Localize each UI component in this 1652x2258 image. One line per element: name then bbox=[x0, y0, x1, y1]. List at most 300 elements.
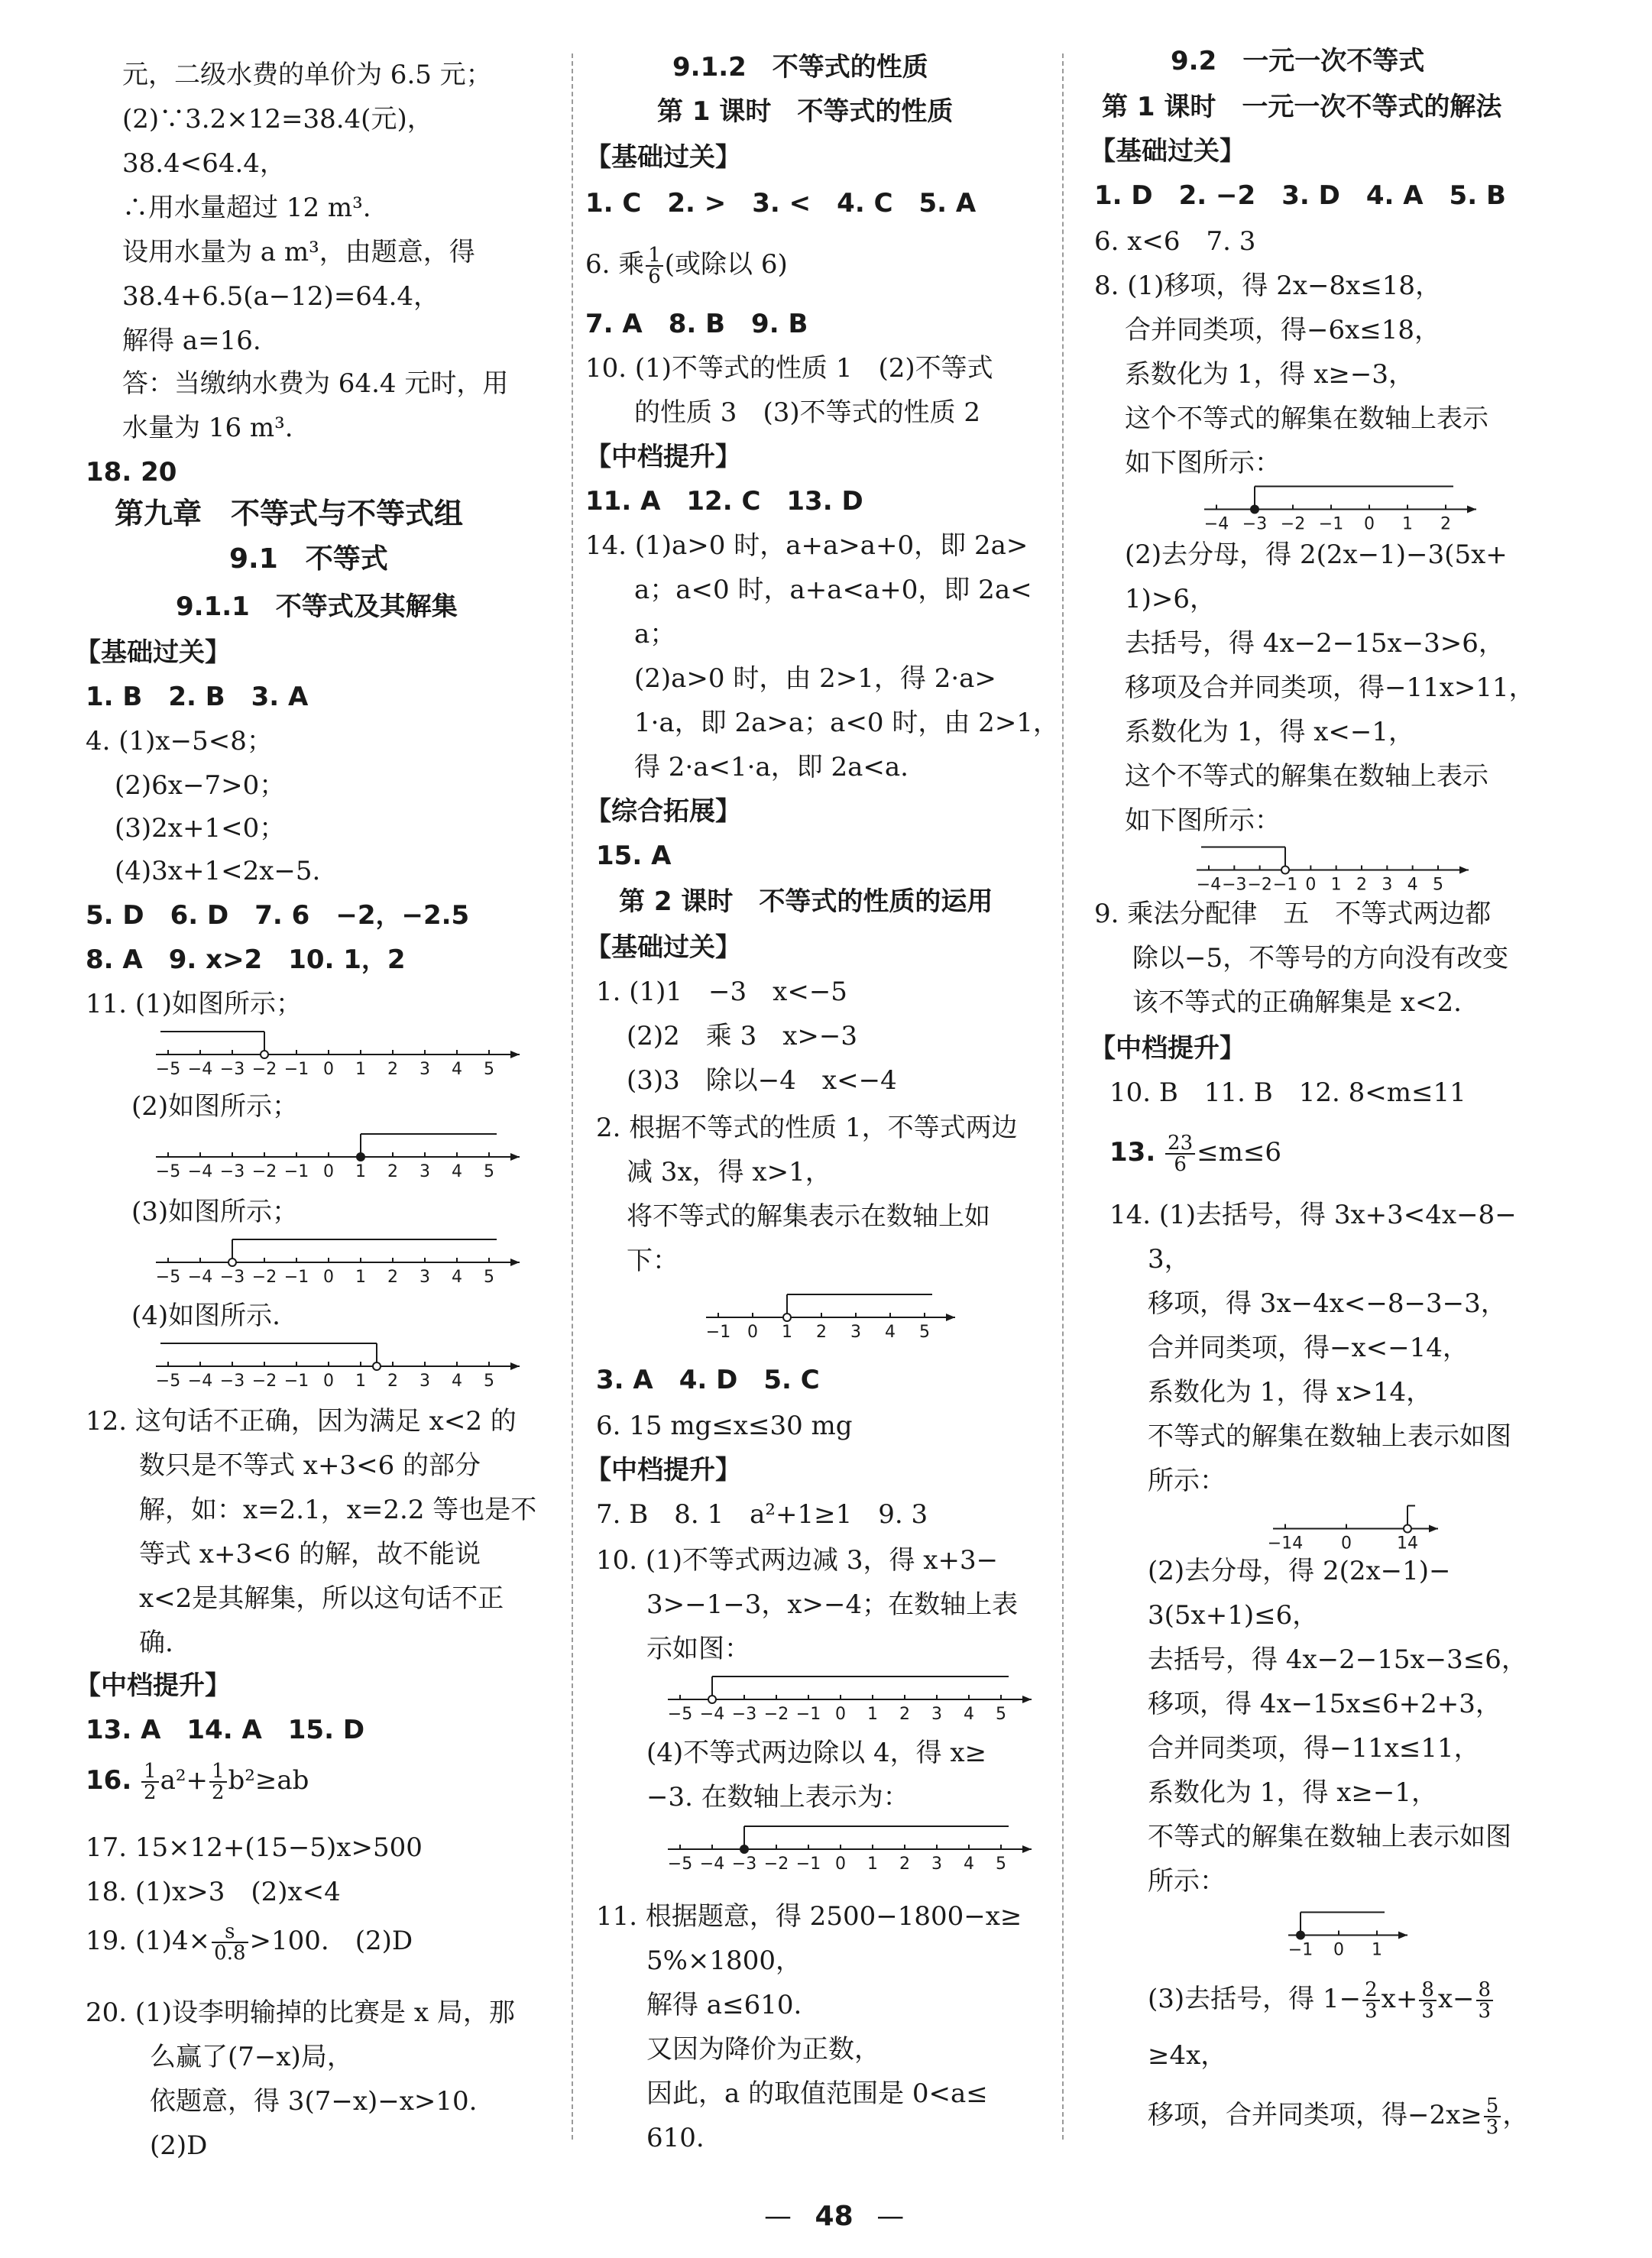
tick-label: 3 bbox=[850, 1323, 861, 1342]
text-line: ∴用水量超过 12 m³. bbox=[122, 193, 371, 223]
answer-line: 3(5x+1)≤6， bbox=[1148, 1600, 1319, 1631]
answer-line: (4)3x+1<2x−5. bbox=[115, 856, 321, 886]
tick-label: 1 bbox=[355, 1372, 366, 1391]
answer-6 bbox=[585, 241, 788, 287]
answer-line: 10. (1)不等式两边减 3，得 x+3− bbox=[596, 1545, 999, 1576]
tick-label: −1 bbox=[705, 1323, 731, 1342]
answer-line: 解得 a≤610. bbox=[646, 1990, 802, 2020]
tick-label: −1 bbox=[283, 1372, 309, 1391]
answer-line: 1. D 2. −2 3. D 4. A 5. B bbox=[1094, 180, 1506, 211]
answer-line: 610. bbox=[646, 2123, 705, 2153]
numerator: 1 bbox=[646, 245, 663, 267]
endpoint-circle bbox=[261, 1051, 268, 1058]
axis-arrow bbox=[510, 1259, 520, 1266]
axis-arrow bbox=[510, 1051, 520, 1058]
tick-label: 3 bbox=[419, 1268, 430, 1287]
answer-line: 去括号，得 4x−2−15x−3>6， bbox=[1125, 628, 1505, 659]
answer-line: 所示： bbox=[1148, 1866, 1226, 1897]
tick-label: 5 bbox=[996, 1855, 1006, 1874]
tick-label: −3 bbox=[1242, 514, 1268, 534]
tick-label: 0 bbox=[1364, 514, 1375, 534]
tick-label: −4 bbox=[699, 1855, 725, 1874]
tick-label: −2 bbox=[251, 1162, 277, 1181]
answer-line: 等式 x+3<6 的解，故不能说 bbox=[139, 1539, 481, 1570]
answer-line: 1. C 2. > 3. < 4. C 5. A bbox=[585, 188, 977, 219]
text: a²+ bbox=[160, 1765, 208, 1796]
tick-label: 1 bbox=[867, 1705, 878, 1724]
answer-line: 3>−1−3，x>−4；在数轴上表 bbox=[646, 1589, 1019, 1620]
answer-line: 2. 根据不等式的性质 1，不等式两边 bbox=[596, 1113, 1018, 1143]
tick-label: 2 bbox=[387, 1060, 398, 1079]
answer-line: 解，如：x=2.1，x=2.2 等也是不 bbox=[139, 1495, 537, 1525]
answer-line: 13. A 14. A 15. D bbox=[86, 1715, 365, 1745]
tick-label: −1 bbox=[1318, 514, 1344, 534]
text: >100. (2)D bbox=[249, 1926, 413, 1956]
tick-label: 1 bbox=[355, 1060, 366, 1079]
answer-line: 6. x<6 7. 3 bbox=[1094, 226, 1256, 257]
answer-line: 合并同类项，得−x<−14， bbox=[1148, 1333, 1469, 1363]
answer-line: 移项，得 4x−15x≤6+2+3， bbox=[1148, 1689, 1501, 1719]
tick-label: −1 bbox=[1288, 1940, 1314, 1960]
subsection-title: 9.1.1 不等式及其解集 bbox=[176, 591, 458, 622]
tick-label: −3 bbox=[219, 1268, 245, 1287]
tick-label: −3 bbox=[1222, 875, 1247, 895]
tick-label: 3 bbox=[1382, 875, 1393, 895]
endpoint-circle bbox=[1251, 506, 1258, 513]
answer-line: (2)2 乘 3 x>−3 bbox=[627, 1021, 858, 1051]
answer-line: x<2是其解集，所以这句话不正 bbox=[139, 1583, 504, 1614]
axis-arrow bbox=[510, 1362, 520, 1370]
tick-label: −1 bbox=[283, 1268, 309, 1287]
text-line: 水量为 16 m³. bbox=[122, 413, 293, 443]
answer-line: 得 2·a<1·a，即 2a<a. bbox=[634, 752, 909, 782]
tick-label: −3 bbox=[731, 1855, 757, 1874]
answer-line: 移项及合并同类项，得−11x>11， bbox=[1125, 672, 1535, 703]
text-line: 38.4+6.5(a−12)=64.4， bbox=[122, 281, 440, 312]
tick-label: −4 bbox=[187, 1268, 213, 1287]
answer-line: 14. (1)a>0 时，a+a>a+0，即 2a> bbox=[585, 530, 1028, 561]
answer-18: 18. 20 bbox=[86, 457, 177, 488]
text: (或除以 6) bbox=[664, 249, 788, 280]
answer-line: 如下图所示： bbox=[1125, 448, 1281, 478]
answer-19 bbox=[86, 1918, 413, 1964]
endpoint-circle bbox=[1281, 867, 1289, 874]
tick-label: −5 bbox=[667, 1855, 693, 1874]
answer-line: 1. B 2. B 3. A bbox=[86, 682, 309, 712]
tick-label: 0 bbox=[1333, 1940, 1344, 1960]
answer-line: a； bbox=[634, 619, 676, 650]
answer-line: 去括号，得 4x−2−15x−3≤6， bbox=[1148, 1644, 1527, 1675]
axis-arrow bbox=[1022, 1696, 1032, 1703]
tick-label: −14 bbox=[1267, 1534, 1304, 1553]
tick-label: 2 bbox=[387, 1162, 398, 1181]
answer-line: (3)3 除以−4 x<−4 bbox=[627, 1065, 897, 1096]
tick-label: −1 bbox=[795, 1705, 821, 1724]
tick-label: 4 bbox=[885, 1323, 896, 1342]
section-title: 9.1 不等式 bbox=[229, 543, 388, 575]
tick-label: 0 bbox=[323, 1060, 334, 1079]
question-number: 13. bbox=[1109, 1137, 1156, 1168]
answer-line: 不等式的解集在数轴上表示如图 bbox=[1148, 1822, 1511, 1852]
answer-line: 下： bbox=[627, 1246, 679, 1276]
answer-line: 7. A 8. B 9. B bbox=[585, 309, 808, 339]
answer-line: 所示： bbox=[1148, 1466, 1226, 1496]
page-number bbox=[764, 2201, 904, 2232]
answer-line: 系数化为 1，得 x≥−1， bbox=[1148, 1777, 1438, 1808]
tick-label: −4 bbox=[187, 1060, 213, 1079]
numerator: s bbox=[212, 1922, 248, 1943]
tick-label: 3 bbox=[419, 1060, 430, 1079]
tick-label: 4 bbox=[452, 1060, 462, 1079]
lesson-title: 第 1 课时 一元一次不等式的解法 bbox=[1102, 92, 1502, 122]
tick-label: −2 bbox=[763, 1855, 789, 1874]
dash-left: — bbox=[764, 2201, 792, 2232]
answer-line: 3， bbox=[1148, 1244, 1190, 1275]
tick-label: 5 bbox=[1433, 875, 1443, 895]
axis-arrow bbox=[1398, 1932, 1407, 1939]
denominator: 3 bbox=[1365, 2000, 1378, 2023]
tick-label: −5 bbox=[155, 1372, 181, 1391]
section-tag: 【中档提升】 bbox=[75, 1670, 231, 1701]
tick-label: 1 bbox=[867, 1855, 878, 1874]
numerator: 5 bbox=[1484, 2096, 1501, 2117]
tick-label: 5 bbox=[484, 1268, 494, 1287]
column-3 bbox=[1064, 0, 1652, 2258]
tick-label: −2 bbox=[1247, 875, 1272, 895]
endpoint-circle bbox=[357, 1153, 364, 1161]
answer-line: 7. B 8. 1 a²+1≥1 9. 3 bbox=[596, 1499, 928, 1530]
number-line bbox=[153, 1123, 520, 1184]
text: 19. (1)4× bbox=[86, 1926, 211, 1956]
answer-line: 11. (1)如图所示； bbox=[86, 989, 303, 1019]
tick-label: −3 bbox=[219, 1372, 245, 1391]
answer-line: 这个不等式的解集在数轴上表示 bbox=[1125, 761, 1488, 792]
answer-line: (2)a>0 时，由 2>1，得 2·a> bbox=[634, 663, 996, 694]
denominator: 2 bbox=[211, 1781, 225, 1804]
answer-line: 该不等式的正确解集是 x<2. bbox=[1132, 987, 1462, 1018]
column-1 bbox=[0, 0, 572, 2258]
axis-arrow bbox=[1022, 1845, 1032, 1853]
tick-label: −3 bbox=[219, 1162, 245, 1181]
tick-label: 1 bbox=[1330, 875, 1342, 895]
answer-line: 示如图： bbox=[646, 1634, 750, 1664]
answer-line: 合并同类项，得−6x≤18， bbox=[1125, 315, 1441, 345]
text-line: 答：当缴纳水费为 64.4 元时，用 bbox=[122, 368, 509, 399]
section-tag: 【中档提升】 bbox=[585, 1455, 741, 1485]
answer-line: 5%×1800， bbox=[646, 1945, 802, 1976]
answer-line: 14. (1)去括号，得 3x+3<4x−8− bbox=[1109, 1200, 1517, 1230]
question-number: 16. bbox=[86, 1765, 132, 1796]
number-line bbox=[153, 1229, 520, 1290]
tick-label: −1 bbox=[1272, 875, 1298, 895]
tick-label: −5 bbox=[155, 1162, 181, 1181]
tick-label: 5 bbox=[484, 1060, 494, 1079]
column-2 bbox=[573, 0, 1062, 2258]
fraction bbox=[1476, 1980, 1494, 2021]
denominator: 3 bbox=[1421, 2000, 1434, 2023]
tick-label: 0 bbox=[835, 1855, 846, 1874]
section-title: 9.2 一元一次不等式 bbox=[1171, 46, 1425, 76]
text-line: 解得 a=16. bbox=[122, 326, 261, 356]
answer-line: 17. 15×12+(15−5)x>500 bbox=[86, 1832, 423, 1863]
endpoint-circle bbox=[783, 1314, 791, 1321]
text: 6. 乘 bbox=[585, 249, 645, 280]
tick-label: −4 bbox=[187, 1372, 213, 1391]
section-tag: 【中档提升】 bbox=[585, 442, 741, 472]
answer-line: 11. A 12. C 13. D bbox=[585, 486, 863, 517]
numerator: 2 bbox=[1362, 1980, 1380, 2001]
answer-line: (2)6x−7>0； bbox=[115, 770, 286, 801]
answer-line: 如下图所示： bbox=[1125, 805, 1281, 836]
section-tag: 【基础过关】 bbox=[75, 637, 231, 668]
section-tag: 【基础过关】 bbox=[1090, 136, 1245, 167]
fraction bbox=[141, 1761, 159, 1803]
page-number-value: 48 bbox=[815, 2201, 854, 2232]
number-line bbox=[153, 1333, 520, 1394]
tick-label: −3 bbox=[731, 1705, 757, 1724]
tick-label: −2 bbox=[251, 1060, 277, 1079]
answer-line: 确. bbox=[139, 1628, 173, 1658]
endpoint-circle bbox=[1297, 1932, 1304, 1939]
answer-line: 1. (1)1 −3 x<−5 bbox=[596, 977, 847, 1007]
answer-line: 1)>6， bbox=[1125, 584, 1216, 614]
answer-line: a；a<0 时，a+a<a+0，即 2a< bbox=[634, 575, 1032, 605]
numerator: 8 bbox=[1419, 1980, 1437, 2001]
answer-line: (2)如图所示； bbox=[131, 1091, 299, 1122]
tick-label: 1 bbox=[1402, 514, 1413, 534]
tick-label: 0 bbox=[747, 1323, 758, 1342]
denominator: 3 bbox=[1485, 2116, 1499, 2139]
answer-line: 移项，得 3x−4x<−8−3−3， bbox=[1148, 1288, 1507, 1319]
tick-label: 2 bbox=[899, 1705, 910, 1724]
fraction bbox=[1362, 1980, 1380, 2021]
answer-line: 的性质 3 (3)不等式的性质 2 bbox=[634, 397, 981, 428]
answer-line: 又因为降价为正数， bbox=[646, 2034, 880, 2065]
numerator: 8 bbox=[1476, 1980, 1494, 2001]
answer-line: 减 3x，得 x>1， bbox=[627, 1157, 831, 1187]
tick-label: −5 bbox=[155, 1060, 181, 1079]
tick-label: 2 bbox=[1356, 875, 1367, 895]
endpoint-circle bbox=[228, 1259, 236, 1266]
number-line bbox=[153, 1021, 520, 1082]
tick-label: 5 bbox=[484, 1162, 494, 1181]
answer-line: 这个不等式的解集在数轴上表示 bbox=[1125, 403, 1488, 434]
axis-arrow bbox=[510, 1153, 520, 1161]
answer-line: 系数化为 1，得 x≥−3， bbox=[1125, 359, 1415, 390]
fraction bbox=[646, 245, 663, 287]
text: (3)去括号，得 1− bbox=[1148, 1984, 1362, 2014]
section-tag: 【基础过关】 bbox=[585, 142, 741, 173]
tick-label: 4 bbox=[1407, 875, 1418, 895]
text-line: 设用水量为 a m³，由题意，得 bbox=[122, 237, 475, 267]
answer-line: 11. 根据题意，得 2500−1800−x≥ bbox=[596, 1901, 1022, 1932]
section-tag: 【基础过关】 bbox=[585, 932, 741, 963]
tick-label: 4 bbox=[964, 1855, 974, 1874]
axis-arrow bbox=[1459, 867, 1469, 874]
text: x+ bbox=[1381, 1984, 1418, 2014]
tick-label: −1 bbox=[795, 1855, 821, 1874]
tick-label: 0 bbox=[835, 1705, 846, 1724]
text: b²≥ab bbox=[228, 1765, 309, 1796]
answer-line: 1·a，即 2a>a；a<0 时，由 2>1， bbox=[634, 708, 1059, 738]
tick-label: 2 bbox=[1440, 514, 1451, 534]
denominator: 2 bbox=[144, 1781, 157, 1804]
text: 移项，合并同类项，得−2x≥ bbox=[1148, 2100, 1482, 2130]
lesson-title: 第 2 课时 不等式的性质的运用 bbox=[619, 886, 993, 917]
chapter-title: 第九章 不等式与不等式组 bbox=[115, 497, 464, 530]
tick-label: −4 bbox=[699, 1705, 725, 1724]
answer-line: 系数化为 1，得 x>14， bbox=[1148, 1377, 1433, 1408]
tick-label: −4 bbox=[1203, 514, 1229, 534]
denominator: 6 bbox=[648, 265, 661, 288]
number-line bbox=[1194, 841, 1469, 894]
answer-line: (2)D bbox=[150, 2130, 208, 2161]
tick-label: 1 bbox=[1372, 1940, 1382, 1960]
tick-label: −5 bbox=[155, 1268, 181, 1287]
answer-line: 数只是不等式 x+3<6 的部分 bbox=[139, 1450, 481, 1481]
endpoint-circle bbox=[740, 1845, 748, 1853]
tick-label: −4 bbox=[187, 1162, 213, 1181]
text-line: 元，二级水费的单价为 6.5 元； bbox=[122, 60, 492, 90]
tick-label: 4 bbox=[964, 1705, 974, 1724]
tick-label: 0 bbox=[323, 1372, 334, 1391]
tick-label: 1 bbox=[782, 1323, 792, 1342]
answer-line: (2)去分母，得 2(2x−1)− bbox=[1148, 1556, 1451, 1586]
answer-line: 9. 乘法分配律 五 不等式两边都 bbox=[1094, 899, 1492, 929]
number-line bbox=[1285, 1906, 1407, 1959]
answer-line bbox=[1148, 1976, 1495, 2022]
denominator: 0.8 bbox=[214, 1942, 246, 1965]
tick-label: 2 bbox=[387, 1268, 398, 1287]
text-line: 38.4<64.4， bbox=[122, 148, 286, 179]
tick-label: 3 bbox=[419, 1372, 430, 1391]
subsection-title: 9.1.2 不等式的性质 bbox=[672, 52, 928, 83]
text-line: (2)∵3.2×12=38.4(元)， bbox=[122, 104, 433, 134]
answer-line: 12. 这句话不正确，因为满足 x<2 的 bbox=[86, 1406, 517, 1437]
tick-label: −3 bbox=[219, 1060, 245, 1079]
dash-right: — bbox=[876, 2201, 905, 2232]
tick-label: 5 bbox=[996, 1705, 1006, 1724]
section-tag: 【中档提升】 bbox=[1090, 1033, 1245, 1064]
section-tag: 【综合拓展】 bbox=[585, 796, 741, 827]
tick-label: −5 bbox=[667, 1705, 693, 1724]
answer-line: 8. (1)移项，得 2x−8x≤18， bbox=[1094, 271, 1442, 301]
answer-line: 因此，a 的取值范围是 0<a≤ bbox=[646, 2078, 988, 2109]
answer-line: 将不等式的解集表示在数轴上如 bbox=[627, 1201, 990, 1232]
text: ， bbox=[1502, 2100, 1529, 2130]
number-line bbox=[703, 1284, 955, 1345]
answer-line: (4)不等式两边除以 4，得 x≥ bbox=[646, 1738, 987, 1768]
tick-label: −1 bbox=[283, 1060, 309, 1079]
number-line bbox=[1201, 480, 1476, 533]
tick-label: −2 bbox=[251, 1372, 277, 1391]
tick-label: −2 bbox=[763, 1705, 789, 1724]
answer-13 bbox=[1109, 1129, 1281, 1175]
answer-line: (3)2x+1<0； bbox=[115, 813, 286, 844]
answer-line bbox=[1148, 2092, 1528, 2138]
answer-line: 3. A 4. D 5. C bbox=[596, 1365, 820, 1395]
answer-line: 系数化为 1，得 x<−1， bbox=[1125, 717, 1415, 747]
denominator: 3 bbox=[1478, 2000, 1492, 2023]
answer-line: −3. 在数轴上表示为： bbox=[646, 1782, 909, 1813]
tick-label: −1 bbox=[283, 1162, 309, 1181]
tick-label: 0 bbox=[1305, 875, 1317, 895]
answer-line: 15. A bbox=[596, 841, 672, 871]
answer-line: 6. 15 mg≤x≤30 mg bbox=[596, 1411, 853, 1441]
tick-label: 3 bbox=[931, 1855, 942, 1874]
tick-label: 2 bbox=[816, 1323, 827, 1342]
answer-line: 除以−5，不等号的方向没有改变 bbox=[1132, 943, 1509, 973]
fraction bbox=[1165, 1133, 1195, 1174]
tick-label: 4 bbox=[452, 1268, 462, 1287]
fraction bbox=[1419, 1980, 1437, 2021]
tick-label: 1 bbox=[355, 1268, 366, 1287]
denominator: 6 bbox=[1174, 1153, 1187, 1176]
answer-16 bbox=[86, 1757, 309, 1803]
tick-label: 5 bbox=[919, 1323, 930, 1342]
fraction bbox=[1484, 2096, 1501, 2137]
endpoint-circle bbox=[708, 1696, 716, 1703]
axis-arrow bbox=[1429, 1525, 1438, 1533]
tick-label: 3 bbox=[419, 1162, 430, 1181]
axis-arrow bbox=[946, 1314, 955, 1321]
answer-line: 不等式的解集在数轴上表示如图 bbox=[1148, 1421, 1511, 1452]
tick-label: 4 bbox=[452, 1162, 462, 1181]
numerator: 1 bbox=[141, 1761, 159, 1783]
endpoint-circle bbox=[373, 1362, 381, 1370]
numerator: 1 bbox=[209, 1761, 227, 1783]
tick-label: 14 bbox=[1397, 1534, 1418, 1553]
number-line bbox=[665, 1666, 1032, 1727]
answer-line: 10. B 11. B 12. 8<m≤11 bbox=[1109, 1077, 1466, 1108]
text: ≤m≤6 bbox=[1197, 1137, 1281, 1168]
tick-label: 0 bbox=[323, 1268, 334, 1287]
lesson-title: 第 1 课时 不等式的性质 bbox=[657, 96, 954, 127]
answer-line: 5. D 6. D 7. 6 −2，−2.5 bbox=[86, 900, 470, 931]
answer-line: 4. (1)x−5<8； bbox=[86, 726, 273, 756]
answer-line: ≥4x， bbox=[1148, 2040, 1227, 2071]
answer-line: (2)去分母，得 2(2x−1)−3(5x+ bbox=[1125, 539, 1508, 570]
tick-label: −4 bbox=[1196, 875, 1222, 895]
tick-label: 4 bbox=[452, 1372, 462, 1391]
tick-label: 3 bbox=[931, 1705, 942, 1724]
tick-label: −2 bbox=[1280, 514, 1306, 534]
axis-arrow bbox=[1467, 506, 1476, 513]
answer-line: 10. (1)不等式的性质 1 (2)不等式 bbox=[585, 353, 993, 384]
answer-line: 8. A 9. x>2 10. 1，2 bbox=[86, 944, 406, 975]
fraction bbox=[212, 1922, 248, 1963]
answer-line: (4)如图所示. bbox=[131, 1301, 280, 1331]
answer-line: 么赢了(7−x)局， bbox=[150, 2042, 353, 2072]
text: x− bbox=[1437, 1984, 1475, 2014]
number-line bbox=[665, 1816, 1032, 1877]
tick-label: 2 bbox=[387, 1372, 398, 1391]
numerator: 23 bbox=[1165, 1133, 1195, 1155]
answer-line: (3)如图所示； bbox=[131, 1197, 299, 1227]
tick-label: 0 bbox=[323, 1162, 334, 1181]
endpoint-circle bbox=[1404, 1525, 1411, 1533]
tick-label: −2 bbox=[251, 1268, 277, 1287]
answer-line: 合并同类项，得−11x≤11， bbox=[1148, 1733, 1480, 1764]
tick-label: 0 bbox=[1341, 1534, 1352, 1553]
tick-label: 1 bbox=[355, 1162, 366, 1181]
fraction bbox=[209, 1761, 227, 1803]
tick-label: 5 bbox=[484, 1372, 494, 1391]
tick-label: 2 bbox=[899, 1855, 910, 1874]
number-line bbox=[1267, 1499, 1438, 1553]
answer-line: 18. (1)x>3 (2)x<4 bbox=[86, 1877, 341, 1907]
answer-line: 依题意，得 3(7−x)−x>10. bbox=[150, 2086, 478, 2117]
